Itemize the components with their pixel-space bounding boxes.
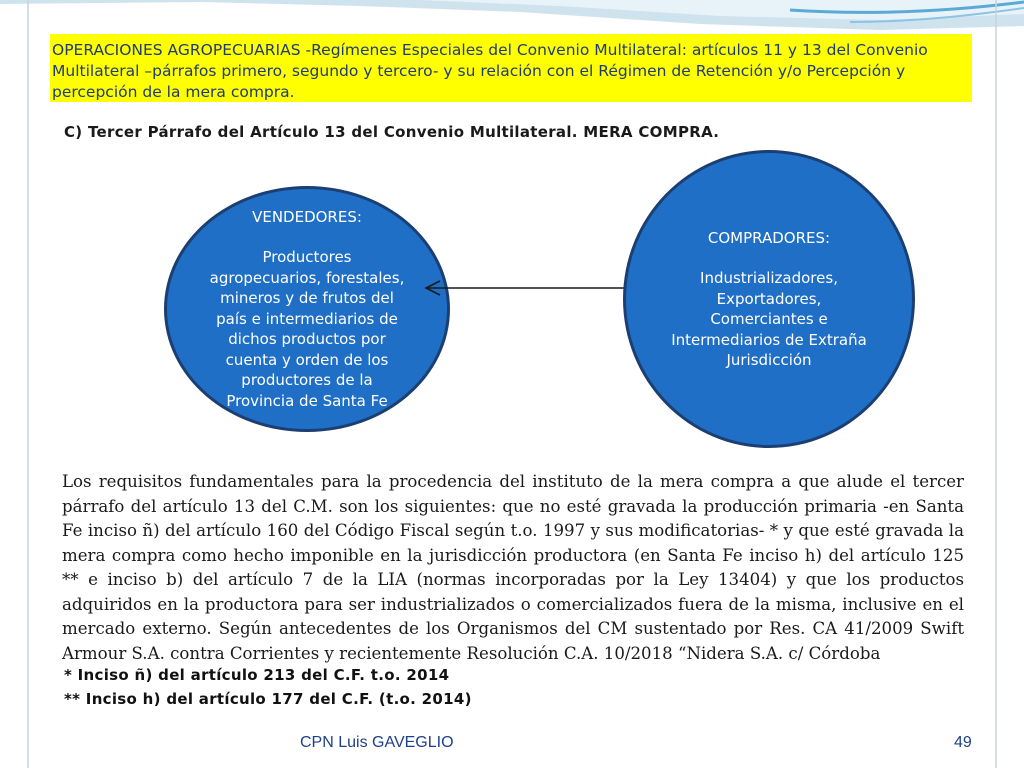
sellers-heading: VENDEDORES:: [252, 207, 362, 226]
sellers-circle: [164, 186, 450, 432]
footer-author: CPN Luis GAVEGLIO: [300, 734, 454, 751]
buyers-description: Industrializadores, Exportadores, Comerciantes e Intermediarios de Extraña Jurisdicción: [671, 269, 867, 369]
requirements-paragraph: Los requisitos fundamentales para la procedencia del instituto de la mera compra a que alude el tercer párrafo del artículo 13 del C.M. son los siguientes: que no esté gravada la producción primaria -en Santa Fe inciso ñ) del artículo 160 del Código Fiscal según t.o. 1997 y sus modificatorias- * y que esté gravada la mera compra como hecho imponible en la jurisdicción productora (en Santa Fe inciso h) del artículo 125 ** e inciso b) del artículo 7 de la LIA (normas incorporadas por la Ley 13404) y que los productos adquiridos en la productora para ser industrializados o comercializados fuera de la misma, inclusive en el mercado externo. Según antecedentes de los Organismos del CM sustentado por Res. CA 41/2009 Swift Armour S.A. contra Corrientes y recientemente Resolución C.A. 10/2018 “Nidera S.A. c/ Córdoba: [62, 472, 964, 663]
buyers-circle: [623, 150, 915, 448]
footnote-1: * Inciso ñ) del artículo 213 del C.F. t.o. 2014: [64, 666, 450, 684]
title-banner: OPERACIONES AGROPECUARIAS -Regímenes Especiales del Convenio Multilateral: artículos 11 y 13 del Convenio Multilateral –párrafos primero, segundo y tercero- y su relación con el Régimen de Retención y/o Percepción y percepción de la mera compra.: [50, 34, 972, 102]
footnote-2: ** Inciso h) del artículo 177 del C.F. (t.o. 2014): [64, 690, 472, 708]
section-subtitle: C) Tercer Párrafo del Artículo 13 del Convenio Multilateral. MERA COMPRA.: [64, 123, 720, 141]
sellers-description: Productores agropecuarios, forestales, mineros y de frutos del país e intermediarios de dichos productos por cuenta y orden de los productores de la Provincia de Santa Fe: [209, 248, 405, 410]
flow-arrow: [420, 278, 642, 298]
buyers-heading: COMPRADORES:: [707, 228, 831, 247]
page-number: 49: [954, 734, 972, 751]
